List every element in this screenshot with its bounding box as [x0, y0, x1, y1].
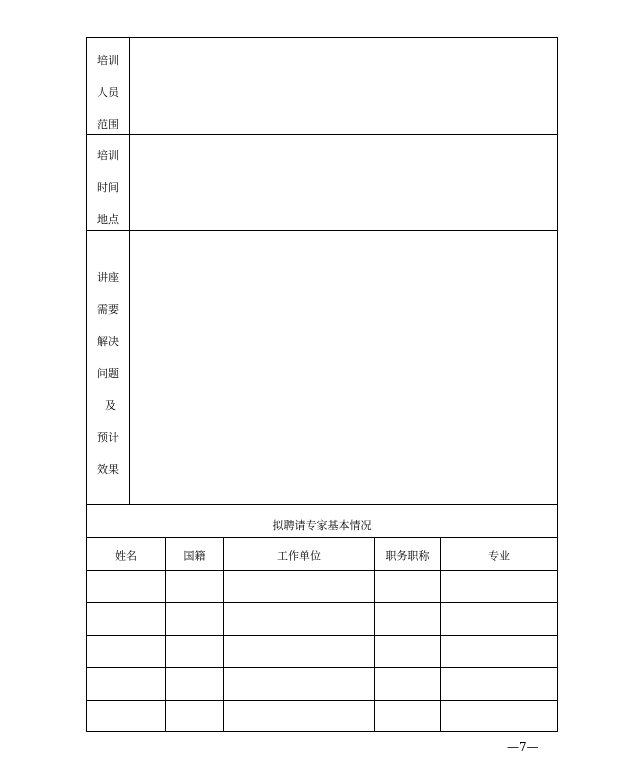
- label-line: 时间: [97, 181, 119, 194]
- section-training-scope: [87, 38, 557, 135]
- label-line: 培训: [97, 149, 119, 162]
- table-cell[interactable]: [166, 636, 224, 667]
- header-label: 姓名: [115, 549, 137, 563]
- table-cell[interactable]: [224, 571, 375, 602]
- table-cell[interactable]: [224, 701, 375, 731]
- table-cell[interactable]: [224, 603, 375, 635]
- table-cell[interactable]: [375, 668, 441, 700]
- page-number: —7—: [507, 740, 539, 754]
- lecture-issues-field[interactable]: [130, 231, 557, 504]
- label-line: 解决: [97, 335, 119, 348]
- table-row: [87, 668, 557, 701]
- section-label: [87, 38, 130, 134]
- training-time-place-field[interactable]: [130, 135, 557, 230]
- table-cell[interactable]: [166, 701, 224, 731]
- label-line: 地点: [97, 213, 119, 226]
- label-line: 预计: [97, 431, 119, 444]
- table-cell[interactable]: [87, 668, 166, 700]
- table-cell[interactable]: [224, 668, 375, 700]
- label-line: 需要: [97, 303, 119, 316]
- header-cell-nationality: [166, 538, 224, 570]
- table-cell[interactable]: [87, 636, 166, 667]
- label-line: 培训: [97, 54, 119, 67]
- label-line: 问题: [97, 367, 119, 380]
- table-row: [87, 636, 557, 668]
- table-cell[interactable]: [87, 603, 166, 635]
- table-cell[interactable]: [224, 636, 375, 667]
- header-label: 国籍: [183, 549, 206, 563]
- header-cell-position: [375, 538, 441, 570]
- table-row: [87, 701, 557, 731]
- table-cell[interactable]: [375, 636, 441, 667]
- header-label: 工作单位: [277, 549, 321, 563]
- table-cell[interactable]: [375, 603, 441, 635]
- label-line: 讲座: [97, 271, 119, 284]
- table-row: [87, 571, 557, 603]
- table-cell[interactable]: [441, 571, 557, 602]
- table-cell[interactable]: [441, 603, 557, 635]
- label-line: 效果: [97, 463, 119, 476]
- table-cell[interactable]: [87, 571, 166, 602]
- header-cell-name: [87, 538, 166, 570]
- section-lecture-issues: [87, 231, 557, 505]
- table-cell[interactable]: [375, 571, 441, 602]
- label-line: 人员: [97, 86, 119, 99]
- table-row: [87, 603, 557, 636]
- table-header-row: [87, 538, 557, 571]
- table-cell[interactable]: [441, 636, 557, 667]
- label-line: 及: [105, 399, 116, 412]
- table-cell[interactable]: [87, 701, 166, 731]
- application-form: [86, 37, 558, 732]
- table-cell[interactable]: [441, 668, 557, 700]
- table-cell[interactable]: [166, 668, 224, 700]
- table-cell[interactable]: [441, 701, 557, 731]
- table-cell[interactable]: [166, 571, 224, 602]
- header-cell-specialty: [441, 538, 557, 570]
- section-training-time-place: [87, 135, 557, 231]
- header-label: 专业: [488, 549, 510, 563]
- header-label: 职务职称: [385, 549, 430, 563]
- expert-table-title: 拟聘请专家基本情况: [87, 505, 557, 538]
- section-label: [87, 231, 130, 504]
- header-cell-workplace: [224, 538, 375, 570]
- table-cell[interactable]: [166, 603, 224, 635]
- table-cell[interactable]: [375, 701, 441, 731]
- expert-table: [87, 538, 557, 731]
- label-line: 范围: [97, 118, 119, 131]
- training-scope-field[interactable]: [130, 38, 557, 134]
- section-label: [87, 135, 130, 230]
